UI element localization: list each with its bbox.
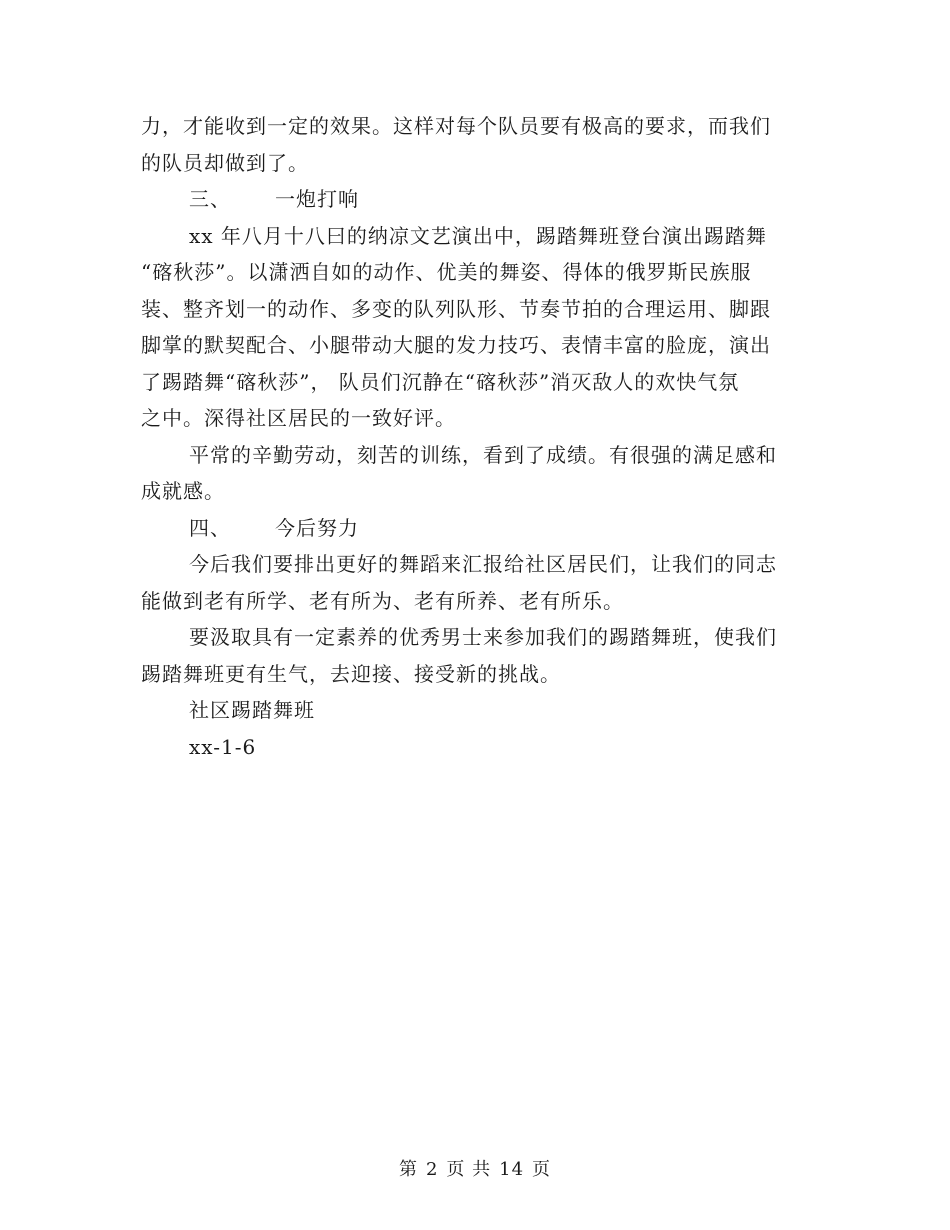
- body-line: 装、整齐划一的动作、多变的队列队形、节奏节拍的合理运用、脚跟: [141, 296, 771, 321]
- body-line: 之中。深得社区居民的一致好评。: [141, 406, 456, 430]
- section-number: 三、: [189, 187, 231, 211]
- footer-suffix: 页: [532, 1159, 552, 1180]
- document-body: [141, 108, 811, 765]
- signature-org: 社区踢踏舞班: [189, 698, 315, 722]
- section-number: 四、: [189, 515, 231, 540]
- body-line: 了踢踏舞“碦秋莎”， 队员们沉静在“碦秋莎”消灭敌人的欢快气氛: [141, 369, 740, 394]
- body-line: 平常的辛勤劳动，刻苦的训练，看到了成绩。有很强的满足感和: [189, 442, 777, 467]
- section-title: 今后努力: [275, 515, 359, 540]
- page-footer: [0, 1155, 950, 1181]
- body-line: 力，才能收到一定的效果。这样对每个队员要有极高的要求，而我们: [141, 114, 771, 138]
- footer-total-pages: 14: [499, 1159, 525, 1180]
- body-line: 的队员却做到了。: [141, 150, 309, 175]
- footer-page-number: 2: [425, 1159, 439, 1180]
- body-line: 脚掌的默契配合、小腿带动大腿的发力技巧、表情丰富的脸庞，演出: [141, 333, 771, 357]
- body-line: “碦秋莎”。以潇洒自如的动作、优美的舞姿、得体的俄罗斯民族服: [141, 260, 752, 284]
- body-line: 能做到老有所学、老有所为、老有所养、老有所乐。: [141, 588, 624, 613]
- section-heading: [141, 510, 811, 547]
- body-line: 今后我们要排出更好的舞蹈来汇报给社区居民们，让我们的同志: [189, 552, 777, 576]
- section-title: 一炮打响: [275, 187, 359, 211]
- body-line: 成就感。: [141, 479, 225, 503]
- body-line: 要汲取具有一定素养的优秀男士来参加我们的踢踏舞班，使我们: [189, 625, 777, 649]
- footer-prefix: 第: [398, 1159, 418, 1180]
- signature-date: xx-1-6: [189, 734, 257, 759]
- footer-middle: 页 共: [446, 1159, 492, 1180]
- body-line: 踢踏舞班更有生气，去迎接、接受新的挑战。: [141, 661, 561, 686]
- section-heading: [141, 181, 811, 218]
- body-line: xx 年八月十八曰的纳凉文艺演出中，踢踏舞班登台演出踢踏舞: [189, 223, 767, 248]
